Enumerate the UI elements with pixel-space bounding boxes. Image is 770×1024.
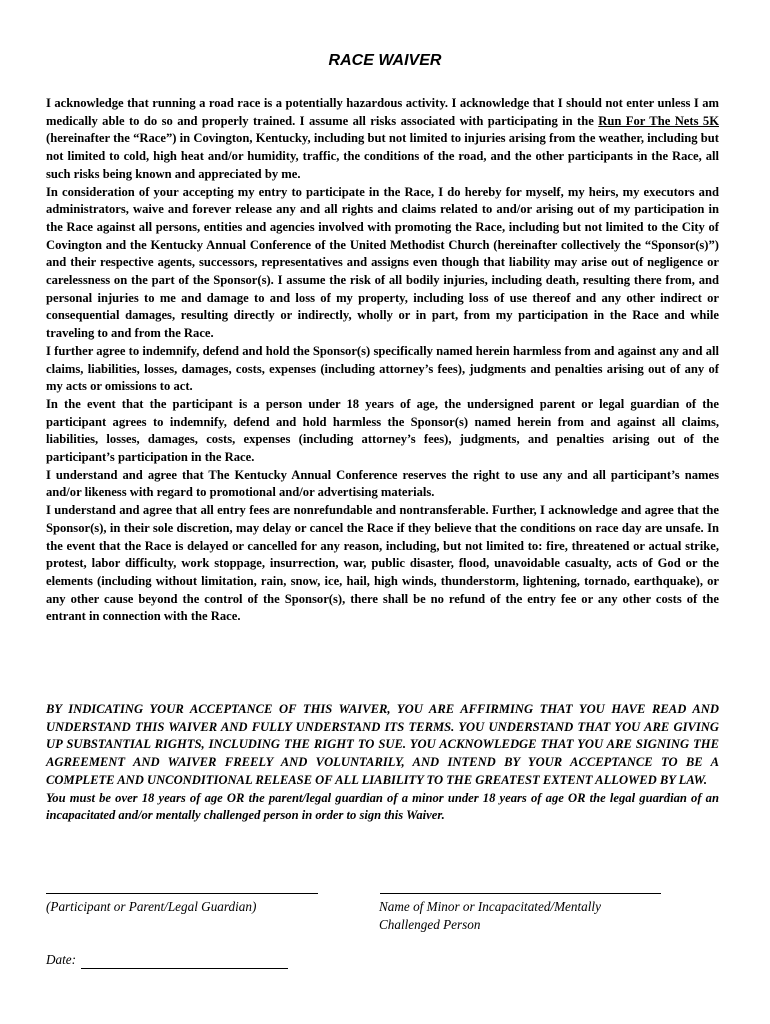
risk-text-end: (hereinafter the “Race”) in Covington, Kentucky, including but not limited to injuries arising from the weather, including but not limited to cold, high heat and/or humidity, traffic, the conditions of the road, and the other participants in the Race, all such risks being known and appreciated by me. xyxy=(46,131,719,181)
participant-signature-label: (Participant or Parent/Legal Guardian) xyxy=(46,899,257,914)
likeness-paragraph: I understand and agree that The Kentucky Annual Conference reserves the right to use any and all participant’s names and/or likeness with regard to promotional and/or advertising materials. xyxy=(46,467,719,500)
minor-participant-paragraph: In the event that the participant is a person under 18 years of age, the undersigned parent or legal guardian of the participant agrees to indemnify, defend and hold harmless the Sponsor(s) named herein from and against all claims, liabilities, losses, damages, costs, expenses (including attorney’s fees), judgments, and penalties arising out of the participant’s participation in the Race. xyxy=(46,396,719,465)
risk-acknowledgement-paragraph xyxy=(46,95,719,184)
participant-signature-line[interactable] xyxy=(46,893,318,894)
minor-name-line[interactable] xyxy=(380,893,661,894)
release-paragraph: In consideration of your accepting my entry to participate in the Race, I do hereby for myself, my heirs, my executors and administrators, waive and forever release any and all rights and claims related to and/or arising out of my participation in the Race against all persons, entities and agencies involved with promoting the Race, including but not limited to the City of Covington and the Kentucky Annual Conference of the United Methodist Church (hereinafter collectively the “Sponsor(s)”) and their respective agents, successors, representatives and assigns even though that liability may arise out of negligence or carelessness on the part of the Sponsor(s). I assume the risk of all bodily injuries, including death, resulting there from, and personal injuries to me and damage to and loss of my property, including loss of use thereof and any other indirect or consequential damages, resulting directly or indirectly, wholly or in part, from my participation in the Race and while traveling to and from the Race. xyxy=(46,184,719,341)
race-name: Run For The Nets 5K xyxy=(598,113,719,128)
age-requirement-note: You must be over 18 years of age OR the parent/legal guardian of a minor under 18 years of age OR the legal guardian of an incapacitated and/or mentally challenged person in order to sign this Waiver. xyxy=(46,790,719,823)
document-title: RACE WAIVER xyxy=(328,52,442,69)
acceptance-statement: BY INDICATING YOUR ACCEPTANCE OF THIS WAIVER, YOU ARE AFFIRMING THAT YOU HAVE READ AND UNDERSTAND THIS WAIVER AND FULLY UNDERSTAND ITS TERMS. YOU UNDERSTAND THAT YOU ARE GIVING UP SUBSTANTIAL RIGHTS, INCLUDING THE RIGHT TO SUE. YOU ACKNOWLEDGE THAT YOU ARE SIGNING THE AGREEMENT AND WAIVER FREELY AND VOLUNTARILY, AND INTEND BY YOUR ACCEPTANCE TO BE A COMPLETE AND UNCONDITIONAL RELEASE OF ALL LIABILITY TO THE GREATEST EXTENT ALLOWED BY LAW. xyxy=(46,702,719,787)
minor-name-label xyxy=(379,898,601,934)
minor-name-label-line1: Name of Minor or Incapacitated/Mentally xyxy=(379,899,601,914)
refund-paragraph: I understand and agree that all entry fees are nonrefundable and nontransferable. Further, I acknowledge and agree that the Sponsor(s), in their sole discretion, may delay or cancel the Race if they believe that the conditions on race day are unsafe. In the event that the Race is delayed or cancelled for any reason, including, but not limited to: fire, threatened or actual strike, protest, labor difficulty, work stoppage, insurrection, war, public disaster, flood, unavoidable casualty, acts of God or the elements (including without limitation, rain, snow, ice, hail, high winds, thunderstorm, lightening, tornado, earthquake), or any other cause beyond the control of the Sponsor(s), there shall be no refund of the entry fee or any other costs of the entrant in connection with the Race. xyxy=(46,503,719,624)
waiver-body xyxy=(46,95,719,626)
indemnify-paragraph: I further agree to indemnify, defend and hold the Sponsor(s) specifically named herein harmless from and against any and all claims, liabilities, losses, damages, costs, expenses (including attorney’s fees), judgments and penalties arising out of any of my acts or omissions to act. xyxy=(46,343,719,394)
acceptance-block xyxy=(46,701,719,825)
date-line[interactable] xyxy=(81,968,288,969)
minor-name-label-line2: Challenged Person xyxy=(379,917,481,932)
date-label: Date: xyxy=(46,952,77,967)
risk-text-start: I acknowledge that running a road race is a potentially hazardous activity. I acknowledge that I should not enter unless I am medically able to do so and properly trained. I assume all risks associated with participating in the xyxy=(46,96,719,128)
